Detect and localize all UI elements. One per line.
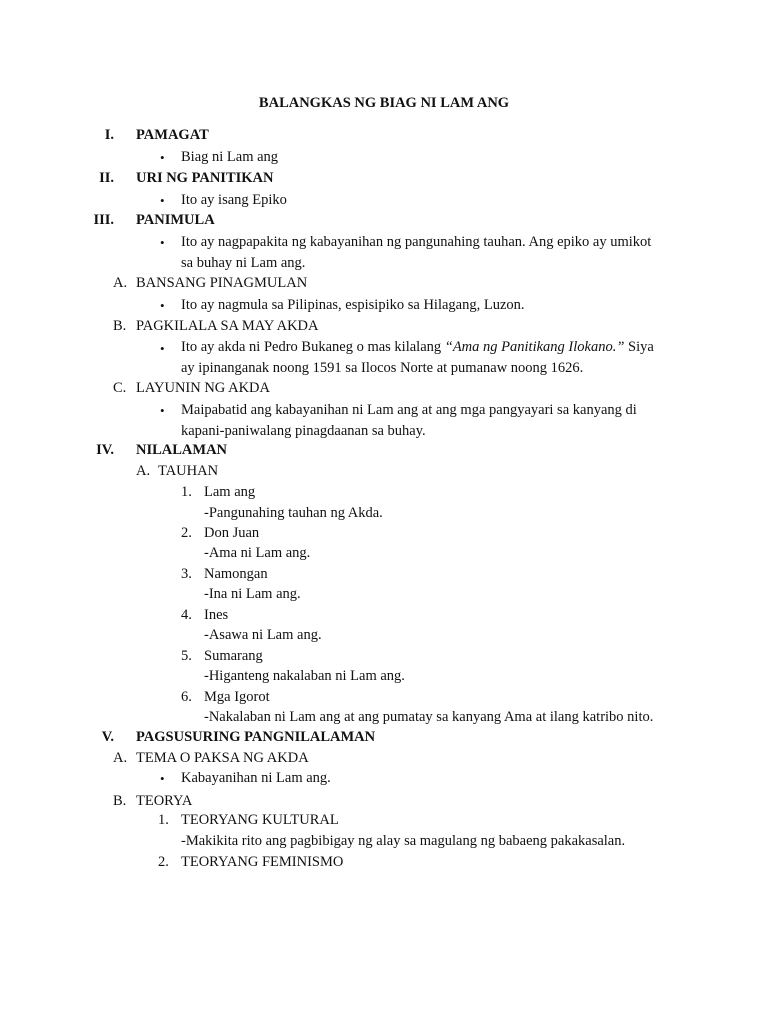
subsection-letter: C. [113, 380, 127, 396]
subsection-heading: LAYUNIN NG AKDA [136, 380, 270, 396]
author-text-end: Siya [624, 339, 654, 355]
character-name: Ines [204, 607, 229, 623]
subsection-heading: TEMA O PAKSA NG AKDA [136, 750, 309, 766]
list-item-continuation: kapani-paniwalang pinagdaanan sa buhay. [181, 423, 426, 439]
bullet: • [160, 235, 165, 250]
section-number: IV. [96, 442, 114, 458]
section-heading: NILALAMAN [136, 442, 228, 458]
character-number: 1. [181, 484, 192, 500]
list-item [181, 340, 654, 355]
character-number: 4. [181, 607, 192, 623]
list-item-continuation: ay ipinanganak noong 1591 sa Ilocos Norte at pumanaw noong 1626. [181, 360, 584, 376]
subsection-letter: A. [113, 275, 128, 291]
character-name: Don Juan [204, 525, 260, 541]
list-item: Ito ay nagmula sa Pilipinas, espisipiko sa Hilagang, Luzon. [181, 297, 525, 313]
subsection-letter: B. [113, 793, 127, 809]
character-name: Sumarang [204, 648, 263, 664]
author-title-quote: “Ama ng Panitikang Ilokano.” [444, 339, 625, 355]
bullet: • [160, 298, 165, 313]
section-heading: PANIMULA [136, 212, 215, 228]
subsection-heading: TAUHAN [158, 463, 219, 479]
bullet: • [160, 403, 165, 418]
list-item: Ito ay isang Epiko [181, 192, 287, 208]
theory-heading: TEORYANG KULTURAL [181, 812, 339, 828]
character-description: -Pangunahing tauhan ng Akda. [204, 505, 383, 521]
character-name: Namongan [204, 566, 268, 582]
character-name: Mga Igorot [204, 689, 270, 705]
theory-number: 2. [158, 854, 169, 870]
theory-number: 1. [158, 812, 169, 828]
character-number: 2. [181, 525, 192, 541]
character-number: 5. [181, 648, 192, 664]
list-item-continuation: sa buhay ni Lam ang. [181, 255, 306, 271]
character-number: 3. [181, 566, 192, 582]
character-number: 6. [181, 689, 192, 705]
subsection-heading: PAGKILALA SA MAY AKDA [136, 318, 319, 334]
subsection-letter: A. [136, 463, 151, 479]
list-item: Ito ay nagpapakita ng kabayanihan ng pangunahing tauhan. Ang epiko ay umikot [181, 234, 652, 250]
bullet: • [160, 771, 165, 786]
character-description: -Nakalaban ni Lam ang at ang pumatay sa kanyang Ama at ilang katribo nito. [204, 709, 654, 725]
subsection-letter: A. [113, 750, 128, 766]
character-description: -Higanteng nakalaban ni Lam ang. [204, 668, 405, 684]
subsection-letter: B. [113, 318, 127, 334]
section-heading: PAMAGAT [136, 127, 209, 143]
section-heading: PAGSUSURING PANGNILALAMAN [136, 729, 376, 745]
bullet: • [160, 150, 165, 165]
theory-heading: TEORYANG FEMINISMO [181, 854, 344, 870]
section-number: I. [104, 127, 114, 143]
section-heading: URI NG PANITIKAN [136, 170, 274, 186]
character-description: -Ama ni Lam ang. [204, 545, 311, 561]
subsection-heading: BANSANG PINAGMULAN [136, 275, 308, 291]
list-item: Biag ni Lam ang [181, 149, 279, 165]
character-description: -Ina ni Lam ang. [204, 586, 301, 602]
author-text: Ito ay akda ni Pedro Bukaneg o mas kilalang [181, 339, 445, 355]
character-description: -Asawa ni Lam ang. [204, 627, 322, 643]
character-name: Lam ang [204, 484, 256, 500]
section-number: III. [93, 212, 114, 228]
theory-description: -Makikita rito ang pagbibigay ng alay sa magulang ng babaeng pakakasalan. [181, 833, 626, 849]
document-title: BALANGKAS NG BIAG NI LAM ANG [258, 95, 510, 111]
section-number: V. [101, 729, 114, 745]
subsection-heading: TEORYA [136, 793, 193, 809]
section-number: II. [99, 170, 114, 186]
list-item: Maipabatid ang kabayanihan ni Lam ang at ang mga pangyayari sa kanyang di [181, 402, 637, 418]
bullet: • [160, 193, 165, 208]
list-item: Kabayanihan ni Lam ang. [181, 770, 331, 786]
bullet: • [160, 341, 165, 356]
